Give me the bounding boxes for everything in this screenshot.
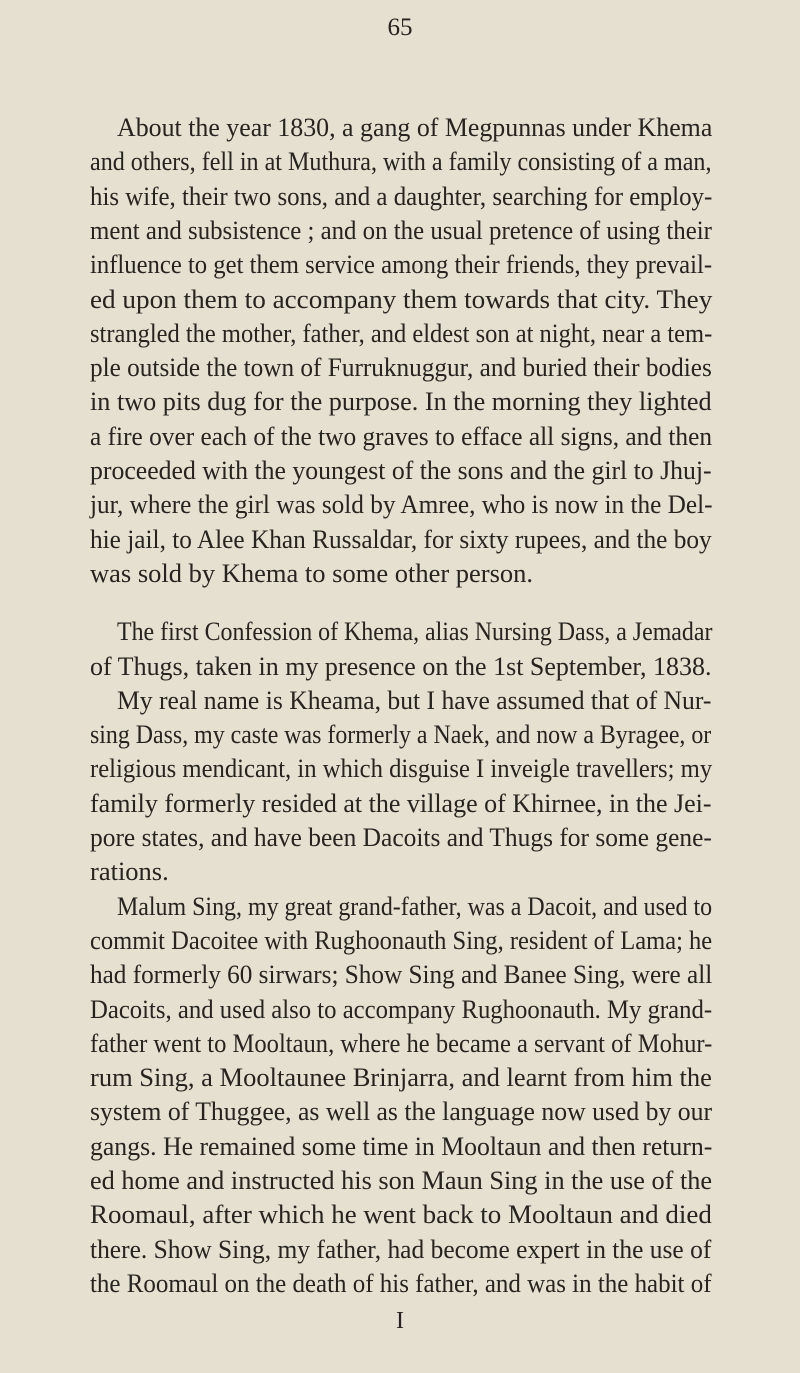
text-line: Dacoits, and used also to accompany Rughoonauth. My grand- bbox=[90, 993, 713, 1024]
text-line: and others, fell in at Muthura, with a family consisting of a man, bbox=[90, 146, 712, 177]
text-line: rum Sing, a Mooltaunee Brinjarra, and learnt from him the bbox=[90, 1062, 712, 1093]
text-line: ple outside the town of Furruknuggur, and buried their bodies bbox=[90, 352, 712, 383]
text-line: The first Confession of Khema, alias Nursing Dass, a Jemadar bbox=[117, 616, 713, 647]
text-line: proceeded with the youngest of the sons and the girl to Jhuj- bbox=[90, 455, 712, 485]
text-line: gangs. He remained some time in Mooltaun and then return- bbox=[90, 1130, 713, 1161]
text-line: pore states, and have been Dacoits and Thugs for some gene- bbox=[90, 822, 712, 852]
text-line: My real name is Kheama, but I have assumed that of Nur- bbox=[117, 684, 712, 715]
text-line: hie jail, to Alee Khan Russaldar, for sixty rupees, and the boy bbox=[90, 523, 712, 554]
text-line: father went to Mooltaun, where he became a servant of Mohur- bbox=[90, 1027, 713, 1058]
text-line: of Thugs, taken in my presence on the 1st September, 1838. bbox=[90, 650, 712, 681]
text-line: Malum Sing, my great grand-father, was a Dacoit, and used to bbox=[117, 890, 713, 921]
text-line: there. Show Sing, my father, had become expert in the use of bbox=[90, 1233, 712, 1264]
page-number: 65 bbox=[387, 14, 413, 41]
text-line: religious mendicant, in which disguise I inveigle travellers; my bbox=[90, 753, 713, 784]
text-line: Roomaul, after which he went back to Mooltaun and died bbox=[90, 1199, 712, 1230]
text-line: jur, where the girl was sold by Amree, who is now in the Del- bbox=[90, 489, 713, 520]
text-line: ment and subsistence ; and on the usual pretence of using their bbox=[90, 214, 712, 245]
text-line: a fire over each of the two graves to efface all signs, and then bbox=[90, 420, 713, 451]
signature-mark: I bbox=[396, 1308, 404, 1335]
text-line: About the year 1830, a gang of Megpunnas under Khema bbox=[117, 112, 713, 142]
text-line: the Roomaul on the death of his father, and was in the habit of bbox=[90, 1267, 712, 1298]
text-line: was sold by Khema to some other person. bbox=[90, 557, 534, 588]
text-line: commit Dacoitee with Rughoonauth Sing, resident of Lama; he bbox=[90, 924, 713, 955]
text-line: had formerly 60 sirwars; Show Sing and Banee Sing, were all bbox=[90, 959, 713, 990]
text-line: system of Thuggee, as well as the language now used by our bbox=[90, 1096, 713, 1127]
text-line: in two pits dug for the purpose. In the morning they lighted bbox=[90, 386, 712, 417]
text-line: rations. bbox=[90, 856, 169, 887]
text-line: family formerly resided at the village of Khirnee, in the Jei- bbox=[90, 787, 712, 818]
text-line: ed home and instructed his son Maun Sing in the use of the bbox=[90, 1165, 713, 1195]
text-line: ed upon them to accompany them towards that city. They bbox=[90, 283, 713, 314]
text-line: sing Dass, my caste was formerly a Naek, and now a Byragee, or bbox=[90, 719, 712, 750]
text-line: strangled the mother, father, and eldest son at night, near a tem- bbox=[90, 317, 713, 348]
text-line: his wife, their two sons, and a daughter, searching for employ- bbox=[90, 180, 713, 211]
text-line: influence to get them service among their friends, they prevail- bbox=[90, 249, 713, 280]
